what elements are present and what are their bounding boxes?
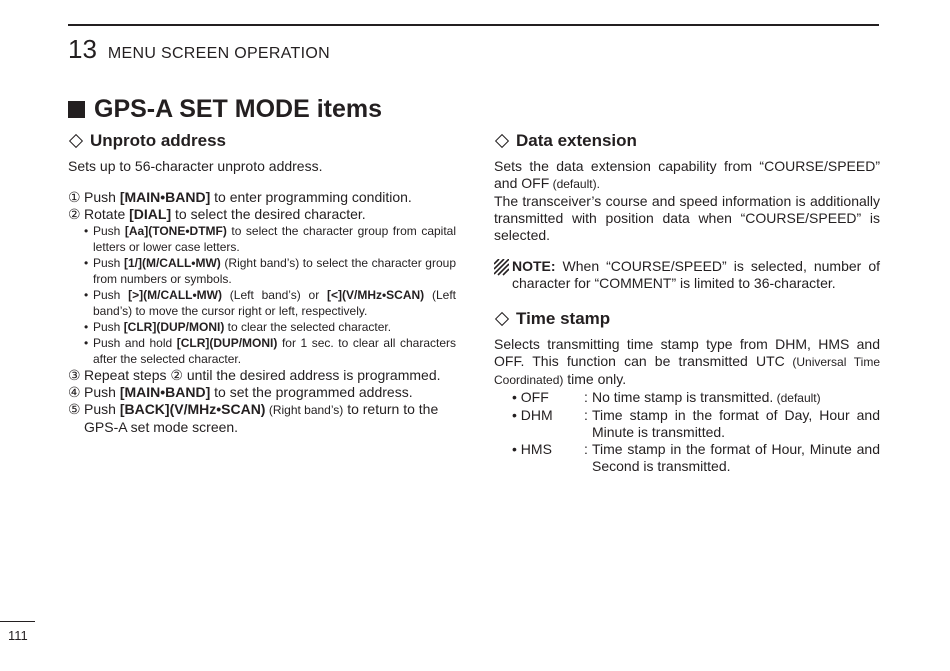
option-colon: : xyxy=(584,389,588,405)
key-label: [CLR](DUP/MONI) xyxy=(176,336,278,350)
substep: • Push [CLR](DUP/MONI) to clear the selected character. xyxy=(84,320,392,334)
page-number: 111 xyxy=(8,628,28,643)
time-stamp-desc-note: (Universal Time Coordinated) xyxy=(494,355,880,387)
option-colon: : xyxy=(584,407,588,423)
step-5 xyxy=(68,401,456,436)
time-stamp-heading xyxy=(494,308,880,330)
note-box xyxy=(494,258,880,292)
diamond-icon xyxy=(69,134,83,148)
step-text-post: to return to the GPS-A set mode screen. xyxy=(84,401,439,435)
data-extension-desc-main: Sets the data extension capability from “COURSE/SPEED” and OFF xyxy=(494,158,880,191)
section-title xyxy=(68,95,382,124)
step-number: ⑤ xyxy=(68,401,81,417)
substep: • Push [1/](M/CALL•MW) (Right band’s) to select the character group from numbers or symbols. xyxy=(84,256,456,286)
key-label: [MAIN•BAND] xyxy=(119,189,211,205)
option-key: • OFF xyxy=(512,389,549,405)
note-label: NOTE: xyxy=(512,258,556,274)
chapter-header xyxy=(68,34,330,65)
section-title-text: GPS-A SET MODE items xyxy=(94,95,383,123)
default-marker: (default) xyxy=(773,391,821,405)
option-dhm xyxy=(494,407,880,441)
step-text-pre: Rotate xyxy=(84,206,130,222)
step-2 xyxy=(68,206,456,223)
option-key: • DHM xyxy=(512,407,553,423)
substep-post: (Left band’s) to move the cursor right or left, respectively. xyxy=(93,288,456,318)
step-text-pre: Push xyxy=(84,401,120,417)
time-stamp-title: Time stamp xyxy=(516,309,611,328)
default-marker: (default). xyxy=(549,177,600,191)
key-label: [BACK](V/MHz•SCAN) xyxy=(119,401,266,417)
option-colon: : xyxy=(584,441,588,457)
data-extension-description xyxy=(494,158,880,193)
key-label: [MAIN•BAND] xyxy=(119,384,211,400)
data-extension-heading xyxy=(494,130,880,152)
substep-pre: Push xyxy=(93,224,125,238)
substep-post: (Right band’s) to select the character group from numbers or symbols. xyxy=(93,256,456,286)
key-label: [>](M/CALL•MW) xyxy=(128,288,222,302)
step-number: ② xyxy=(68,206,81,222)
step-text-post: to select the desired character. xyxy=(171,206,366,222)
key-label: [DIAL] xyxy=(129,206,172,222)
note-icon xyxy=(494,259,509,276)
substep-pre: Push xyxy=(93,256,124,270)
note-body: When “COURSE/SPEED” is selected, number of character for “COMMENT” is limited to 36-character. xyxy=(512,258,880,291)
option-hms xyxy=(494,441,880,475)
unproto-heading xyxy=(68,130,456,152)
top-rule xyxy=(68,24,879,26)
step-text: Repeat steps ② until the desired address is programmed. xyxy=(84,367,441,383)
substep-pre: Push xyxy=(93,320,124,334)
step-text-post: to enter programming condition. xyxy=(210,189,412,205)
step-text xyxy=(84,384,413,401)
note-text xyxy=(512,258,880,292)
time-stamp-desc-post: time only. xyxy=(563,371,627,387)
step-text-pre: Push xyxy=(84,384,120,400)
substep-pre: Push and hold xyxy=(93,336,177,350)
substep: • Push [>](M/CALL•MW) (Left band’s) or [<](V/MHz•SCAN) (Left band’s) to move the cursor right or left, respectively. xyxy=(84,288,456,318)
time-stamp-description xyxy=(494,336,880,389)
step-text xyxy=(84,401,456,436)
footer-rule xyxy=(0,621,35,622)
substep-list xyxy=(84,223,456,367)
step-number: ④ xyxy=(68,384,81,400)
step-number: ① xyxy=(68,189,81,205)
unproto-title: Unproto address xyxy=(90,131,227,150)
right-column xyxy=(494,130,880,475)
option-key: • HMS xyxy=(512,441,552,457)
option-value: Time stamp in the format of Day, Hour and Minute is transmitted. xyxy=(592,407,880,440)
step-3 xyxy=(68,367,456,384)
substep-post: to select the character group from capital letters or lower case letters. xyxy=(93,224,457,254)
substep: • Push and hold [CLR](DUP/MONI) for 1 sec. to clear all characters after the selected character. xyxy=(84,336,457,366)
option-off xyxy=(494,389,880,407)
substep-post: to clear the selected character. xyxy=(224,320,392,334)
left-column xyxy=(68,130,456,436)
substep-post: for 1 sec. to clear all characters after the selected character. xyxy=(93,336,457,366)
diamond-icon xyxy=(495,134,509,148)
step-text xyxy=(84,189,412,206)
data-extension-title: Data extension xyxy=(516,131,637,150)
unproto-description: Sets up to 56-character unproto address. xyxy=(68,158,323,174)
step-text-pre: Push xyxy=(84,189,120,205)
step-text xyxy=(84,206,366,223)
step-1 xyxy=(68,189,456,206)
key-label: [Aa](TONE•DTMF) xyxy=(124,224,227,238)
black-square-icon xyxy=(68,101,85,118)
substep-mid: (Left band’s) or xyxy=(222,288,327,302)
step-text-post: to set the programmed address. xyxy=(210,384,413,400)
time-stamp-desc-pre: Selects transmitting time stamp type from DHM, HMS and OFF. This function can be transmitted UTC xyxy=(494,336,880,369)
key-label: [<](V/MHz•SCAN) xyxy=(326,288,425,302)
option-value: Time stamp in the format of Hour, Minute and Second is transmitted. xyxy=(592,441,880,474)
diamond-icon xyxy=(495,312,509,326)
option-value-text: No time stamp is transmitted. xyxy=(592,389,774,405)
substep-pre: Push xyxy=(93,288,129,302)
key-label: [1/](M/CALL•MW) xyxy=(123,256,221,270)
option-value xyxy=(592,389,880,407)
data-extension-detail: The transceiver’s course and speed information is additionally transmitted with position data when “COURSE/SPEED” is selected. xyxy=(494,193,880,243)
chapter-number: 13 xyxy=(68,34,97,64)
step-4 xyxy=(68,384,456,401)
step-text-note: (Right band’s) xyxy=(265,403,344,417)
chapter-title: MENU SCREEN OPERATION xyxy=(107,45,330,62)
substep: • Push [Aa](TONE•DTMF) to select the character group from capital letters or lower case letters. xyxy=(84,224,457,254)
key-label: [CLR](DUP/MONI) xyxy=(123,320,225,334)
step-number: ③ xyxy=(68,367,81,383)
